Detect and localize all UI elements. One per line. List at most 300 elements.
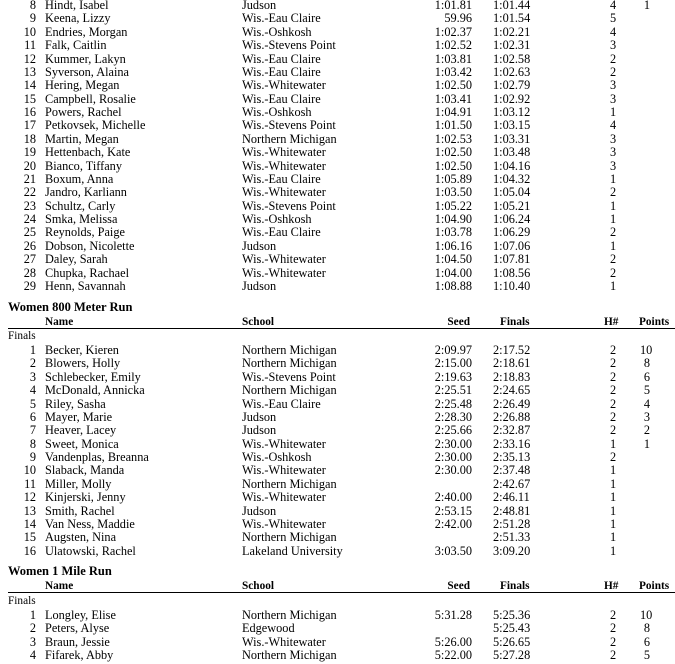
result-row (0, 424, 675, 437)
points-cell: 5 (643, 383, 651, 398)
place-cell: 7 (29, 423, 36, 438)
final-time: 2:24.65 (493, 383, 531, 398)
place-cell: 9 (29, 11, 36, 26)
heat-number: 3 (610, 131, 617, 146)
col-school: School (242, 316, 275, 328)
seed-time: 1:03.81 (434, 51, 472, 66)
school-name: Wis.-Stevens Point (242, 369, 336, 384)
points-cell: 4 (643, 396, 651, 411)
heat-number: 2 (610, 648, 617, 663)
athlete-name: Kummer, Lakyn (45, 51, 126, 66)
heat-number: 1 (610, 238, 617, 253)
final-time: 2:46.11 (493, 490, 530, 505)
col-seed: Seed (447, 316, 470, 328)
place-cell: 8 (29, 0, 36, 12)
place-cell: 19 (23, 145, 36, 160)
heat-number: 1 (610, 212, 617, 227)
final-time: 5:25.36 (493, 608, 531, 622)
final-time: 1:10.40 (493, 278, 531, 293)
col-heat: H# (604, 316, 619, 328)
seed-time: 59.96 (444, 11, 472, 26)
athlete-name: Falk, Caitlin (45, 38, 107, 53)
place-cell: 13 (23, 503, 36, 518)
place-cell: 23 (23, 198, 36, 213)
place-cell: 13 (23, 64, 36, 79)
heat-number: 2 (610, 621, 617, 636)
seed-time: 2:30.00 (434, 450, 472, 465)
points-cell: 1 (643, 436, 651, 451)
seed-time: 1:03.78 (434, 225, 472, 240)
athlete-name: Fifarek, Abby (45, 648, 114, 663)
school-name: Wis.-Oshkosh (242, 24, 312, 39)
school-name: Wis.-Whitewater (242, 436, 326, 451)
result-row (0, 649, 675, 662)
finals-subheading: Finals (8, 330, 36, 342)
athlete-name: Longley, Elise (45, 608, 116, 622)
place-cell: 16 (23, 543, 36, 558)
school-name: Wis.-Stevens Point (242, 118, 336, 133)
final-time: 2:17.52 (493, 343, 531, 357)
athlete-name: Schlebecker, Emily (45, 369, 141, 384)
seed-time: 1:04.50 (434, 252, 472, 267)
heat-number: 4 (610, 24, 617, 39)
heat-number: 1 (610, 503, 617, 518)
final-time: 1:05.04 (493, 185, 531, 200)
col-seed: Seed (447, 580, 470, 592)
seed-time: 2:19.63 (434, 369, 472, 384)
final-time: 1:04.32 (493, 171, 531, 186)
athlete-name: Blowers, Holly (45, 356, 121, 371)
seed-time: 1:03.41 (434, 91, 472, 106)
school-name: Northern Michigan (242, 648, 337, 663)
final-time: 3:09.20 (493, 543, 531, 558)
result-row (0, 636, 675, 649)
athlete-name: Vandenplas, Breanna (45, 450, 149, 465)
place-cell: 27 (23, 252, 36, 267)
final-time: 2:42.67 (493, 476, 531, 491)
athlete-name: Keena, Lizzy (45, 11, 111, 26)
points-cell: 5 (643, 648, 651, 663)
athlete-name: Martin, Megan (45, 131, 119, 146)
place-cell: 14 (23, 78, 36, 93)
event-title-800m: Women 800 Meter Run (8, 300, 133, 314)
place-cell: 15 (23, 91, 36, 106)
place-cell: 22 (23, 185, 36, 200)
school-name: Wis.-Whitewater (242, 634, 326, 649)
final-time: 1:06.24 (493, 212, 531, 227)
place-cell: 1 (29, 608, 36, 622)
result-row (0, 79, 675, 92)
final-time: 1:03.15 (493, 118, 531, 133)
heat-number: 2 (610, 265, 617, 280)
school-name: Judson (242, 503, 277, 518)
final-time: 1:05.21 (493, 198, 531, 213)
result-row (0, 53, 675, 66)
place-cell: 12 (23, 51, 36, 66)
heat-number: 2 (610, 64, 617, 79)
final-time: 1:02.63 (493, 64, 531, 79)
school-name: Wis.-Whitewater (242, 252, 326, 267)
school-name: Edgewood (242, 621, 295, 636)
place-cell: 5 (29, 396, 36, 411)
seed-time: 2:25.51 (434, 383, 472, 398)
col-points: Points (639, 580, 670, 592)
final-time: 2:51.33 (493, 530, 531, 545)
seed-time: 5:31.28 (434, 608, 472, 622)
result-row (0, 93, 675, 106)
athlete-name: Ulatowski, Rachel (45, 543, 136, 558)
heat-number: 4 (610, 0, 617, 12)
seed-time: 2:25.66 (434, 423, 472, 438)
athlete-name: McDonald, Annicka (45, 383, 145, 398)
place-cell: 4 (29, 383, 36, 398)
result-row (0, 280, 675, 293)
school-name: Wis.-Whitewater (242, 516, 326, 531)
points-cell: 1 (643, 0, 651, 12)
seed-time: 1:04.90 (434, 212, 472, 227)
final-time: 1:03.48 (493, 145, 531, 160)
result-row (0, 146, 675, 159)
school-name: Wis.-Eau Claire (242, 225, 321, 240)
heat-number: 1 (610, 516, 617, 531)
school-name: Northern Michigan (242, 608, 337, 622)
final-time: 5:25.43 (493, 621, 531, 636)
points-cell: 2 (643, 423, 651, 438)
place-cell: 21 (23, 171, 36, 186)
result-row (0, 253, 675, 266)
school-name: Wis.-Eau Claire (242, 51, 321, 66)
final-time: 1:02.31 (493, 38, 531, 53)
school-name: Wis.-Stevens Point (242, 38, 336, 53)
athlete-name: Chupka, Rachael (45, 265, 130, 280)
school-name: Northern Michigan (242, 343, 337, 357)
place-cell: 24 (23, 212, 36, 227)
seed-time: 1:02.37 (434, 24, 472, 39)
points-cell: 10 (640, 608, 653, 622)
school-name: Wis.-Whitewater (242, 490, 326, 505)
heat-number: 3 (610, 91, 617, 106)
result-row (0, 438, 675, 451)
school-name: Lakeland University (242, 543, 343, 558)
final-time: 2:26.88 (493, 409, 531, 424)
athlete-name: Smka, Melissa (45, 212, 118, 227)
seed-time: 1:06.16 (434, 238, 472, 253)
heat-number: 1 (610, 171, 617, 186)
heat-number: 2 (610, 409, 617, 424)
points-cell: 8 (643, 356, 651, 371)
athlete-name: Braun, Jessie (45, 634, 110, 649)
school-name: Northern Michigan (242, 356, 337, 371)
result-row (0, 200, 675, 213)
final-time: 1:07.06 (493, 238, 531, 253)
result-row (0, 357, 675, 370)
school-name: Wis.-Oshkosh (242, 105, 312, 120)
result-row (0, 451, 675, 464)
school-name: Wis.-Eau Claire (242, 91, 321, 106)
seed-time: 1:05.89 (434, 171, 472, 186)
school-name: Northern Michigan (242, 476, 337, 491)
place-cell: 12 (23, 490, 36, 505)
place-cell: 8 (29, 436, 36, 451)
heat-number: 2 (610, 608, 617, 622)
final-time: 1:02.79 (493, 78, 531, 93)
heat-number: 1 (610, 278, 617, 293)
school-name: Judson (242, 423, 277, 438)
place-cell: 11 (24, 38, 36, 53)
result-row (0, 160, 675, 173)
points-cell: 3 (643, 409, 651, 424)
athlete-name: Mayer, Marie (45, 409, 113, 424)
result-row (0, 371, 675, 384)
result-row (0, 66, 675, 79)
school-name: Wis.-Eau Claire (242, 11, 321, 26)
points-cell: 10 (640, 343, 653, 357)
result-row (0, 545, 675, 558)
final-time: 2:32.87 (493, 423, 531, 438)
result-row (0, 531, 675, 544)
final-time: 5:27.28 (493, 648, 531, 663)
place-cell: 20 (23, 158, 36, 173)
result-row (0, 226, 675, 239)
place-cell: 1 (29, 343, 36, 357)
heat-number: 2 (610, 369, 617, 384)
place-cell: 10 (23, 463, 36, 478)
athlete-name: Heaver, Lacey (45, 423, 117, 438)
athlete-name: Daley, Sarah (45, 252, 108, 267)
seed-time: 2:25.48 (434, 396, 472, 411)
heat-number: 1 (610, 490, 617, 505)
place-cell: 6 (29, 409, 36, 424)
school-name: Northern Michigan (242, 131, 337, 146)
points-cell: 6 (643, 369, 651, 384)
result-row (0, 106, 675, 119)
result-row (0, 398, 675, 411)
result-row (0, 464, 675, 477)
result-row (0, 173, 675, 186)
place-cell: 3 (29, 369, 36, 384)
heat-number: 3 (610, 158, 617, 173)
col-school: School (242, 580, 275, 592)
athlete-name: Becker, Kieren (45, 343, 119, 357)
athlete-name: Petkovsek, Michelle (45, 118, 146, 133)
place-cell: 3 (29, 634, 36, 649)
seed-time: 1:03.42 (434, 64, 472, 79)
final-time: 2:33.16 (493, 436, 531, 451)
school-name: Wis.-Whitewater (242, 145, 326, 160)
result-row (0, 609, 675, 622)
place-cell: 11 (24, 476, 36, 491)
school-name: Wis.-Eau Claire (242, 171, 321, 186)
place-cell: 25 (23, 225, 36, 240)
heat-number: 1 (610, 530, 617, 545)
place-cell: 2 (29, 621, 36, 636)
finals-subheading: Finals (8, 595, 36, 607)
place-cell: 17 (23, 118, 36, 133)
athlete-name: Dobson, Nicolette (45, 238, 135, 253)
result-row (0, 411, 675, 424)
athlete-name: Sweet, Monica (45, 436, 119, 451)
result-row (0, 518, 675, 531)
school-name: Northern Michigan (242, 383, 337, 398)
athlete-name: Bianco, Tiffany (45, 158, 122, 173)
place-cell: 16 (23, 105, 36, 120)
result-row (0, 267, 675, 280)
athlete-name: Peters, Alyse (45, 621, 110, 636)
place-cell: 18 (23, 131, 36, 146)
athlete-name: Powers, Rachel (45, 105, 122, 120)
seed-time: 2:09.97 (434, 343, 472, 357)
seed-time: 2:30.00 (434, 436, 472, 451)
heat-number: 1 (610, 436, 617, 451)
header-rule (8, 592, 675, 593)
athlete-name: Hindt, Isabel (45, 0, 109, 12)
seed-time: 2:15.00 (434, 356, 472, 371)
athlete-name: Riley, Sasha (45, 396, 106, 411)
final-time: 1:04.16 (493, 158, 531, 173)
seed-time: 2:53.15 (434, 503, 472, 518)
seed-time: 1:01.81 (434, 0, 472, 12)
final-time: 1:03.31 (493, 131, 531, 146)
col-points: Points (639, 316, 670, 328)
col-heat: H# (604, 580, 619, 592)
heat-number: 5 (610, 11, 617, 26)
heat-number: 4 (610, 118, 617, 133)
final-time: 5:26.65 (493, 634, 531, 649)
school-name: Northern Michigan (242, 530, 337, 545)
result-row (0, 213, 675, 226)
school-name: Wis.-Stevens Point (242, 198, 336, 213)
place-cell: 4 (29, 648, 36, 663)
final-time: 2:51.28 (493, 516, 531, 531)
seed-time: 1:02.50 (434, 78, 472, 93)
seed-time: 1:02.50 (434, 145, 472, 160)
seed-time: 5:26.00 (434, 634, 472, 649)
heat-number: 2 (610, 383, 617, 398)
place-cell: 10 (23, 24, 36, 39)
heat-number: 2 (610, 252, 617, 267)
final-time: 1:07.81 (493, 252, 531, 267)
seed-time: 1:01.50 (434, 118, 472, 133)
final-time: 1:03.12 (493, 105, 531, 120)
heat-number: 1 (610, 476, 617, 491)
final-time: 1:02.58 (493, 51, 531, 66)
result-row (0, 119, 675, 132)
final-time: 2:18.61 (493, 356, 531, 371)
event-title-mile: Women 1 Mile Run (8, 564, 112, 578)
heat-number: 1 (610, 543, 617, 558)
heat-number: 2 (610, 423, 617, 438)
result-row (0, 622, 675, 635)
final-time: 2:37.48 (493, 463, 531, 478)
result-row (0, 12, 675, 25)
heat-number: 2 (610, 450, 617, 465)
athlete-name: Jandro, Karliann (45, 185, 127, 200)
result-row (0, 26, 675, 39)
place-cell: 9 (29, 450, 36, 465)
place-cell: 26 (23, 238, 36, 253)
final-time: 1:01.44 (493, 0, 531, 12)
athlete-name: Henn, Savannah (45, 278, 126, 293)
school-name: Wis.-Oshkosh (242, 212, 312, 227)
final-time: 2:48.81 (493, 503, 531, 518)
school-name: Wis.-Whitewater (242, 463, 326, 478)
result-row (0, 505, 675, 518)
athlete-name: Campbell, Rosalie (45, 91, 136, 106)
heat-number: 2 (610, 185, 617, 200)
heat-number: 3 (610, 78, 617, 93)
athlete-name: Van Ness, Maddie (45, 516, 135, 531)
final-time: 2:18.83 (493, 369, 531, 384)
result-row (0, 186, 675, 199)
school-name: Judson (242, 278, 277, 293)
heat-number: 1 (610, 105, 617, 120)
school-name: Wis.-Whitewater (242, 185, 326, 200)
school-name: Judson (242, 0, 277, 12)
result-row (0, 39, 675, 52)
heat-number: 1 (610, 198, 617, 213)
heat-number: 2 (610, 634, 617, 649)
col-finals: Finals (500, 316, 530, 328)
final-time: 1:08.56 (493, 265, 531, 280)
athlete-name: Syverson, Alaina (45, 64, 130, 79)
col-finals: Finals (500, 580, 530, 592)
place-cell: 28 (23, 265, 36, 280)
school-name: Wis.-Whitewater (242, 78, 326, 93)
athlete-name: Augsten, Nina (45, 530, 117, 545)
final-time: 1:02.92 (493, 91, 531, 106)
seed-time: 1:04.91 (434, 105, 472, 120)
athlete-name: Hering, Megan (45, 78, 120, 93)
place-cell: 2 (29, 356, 36, 371)
school-name: Wis.-Eau Claire (242, 396, 321, 411)
seed-time: 1:05.22 (434, 198, 472, 213)
seed-time: 2:30.00 (434, 463, 472, 478)
seed-time: 5:22.00 (434, 648, 472, 663)
final-time: 1:01.54 (493, 11, 531, 26)
result-row (0, 240, 675, 253)
athlete-name: Slaback, Manda (45, 463, 125, 478)
school-name: Wis.-Eau Claire (242, 64, 321, 79)
points-cell: 6 (643, 634, 651, 649)
place-cell: 29 (23, 278, 36, 293)
athlete-name: Endries, Morgan (45, 24, 128, 39)
header-rule (8, 328, 675, 329)
athlete-name: Boxum, Anna (45, 171, 114, 186)
result-row (0, 133, 675, 146)
heat-number: 2 (610, 356, 617, 371)
heat-number: 3 (610, 38, 617, 53)
final-time: 1:06.29 (493, 225, 531, 240)
athlete-name: Kinjerski, Jenny (45, 490, 126, 505)
athlete-name: Miller, Molly (45, 476, 112, 491)
points-cell: 8 (643, 621, 651, 636)
seed-time: 1:03.50 (434, 185, 472, 200)
athlete-name: Schultz, Carly (45, 198, 116, 213)
school-name: Judson (242, 409, 277, 424)
heat-number: 2 (610, 396, 617, 411)
result-row (0, 478, 675, 491)
result-row (0, 344, 675, 357)
seed-time: 1:04.00 (434, 265, 472, 280)
final-time: 2:35.13 (493, 450, 531, 465)
school-name: Wis.-Oshkosh (242, 450, 312, 465)
final-time: 1:02.21 (493, 24, 531, 39)
heat-number: 2 (610, 51, 617, 66)
result-row (0, 384, 675, 397)
seed-time: 2:28.30 (434, 409, 472, 424)
school-name: Judson (242, 238, 277, 253)
col-name: Name (45, 316, 74, 328)
